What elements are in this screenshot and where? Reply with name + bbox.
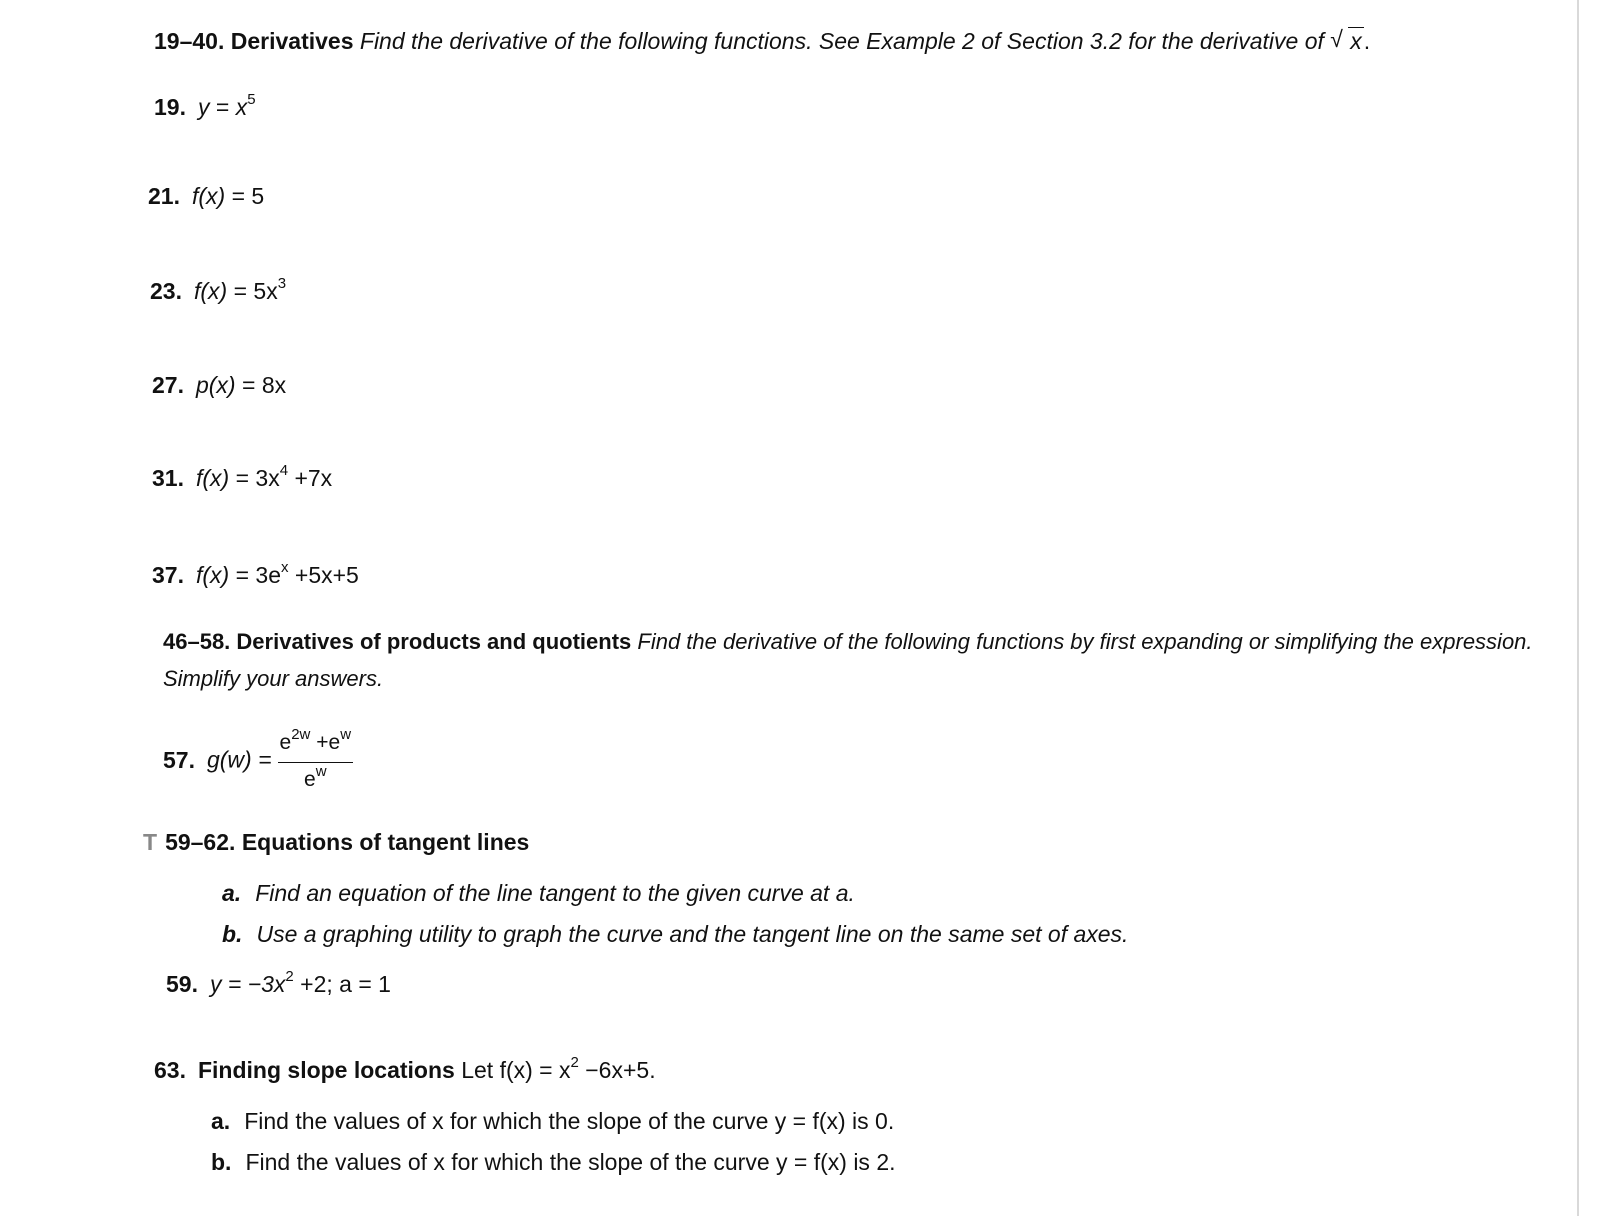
tangent-item-b: b. Use a graphing utility to graph the curve and the tangent line on the same set of axes. [222,921,1129,947]
section-derivatives-header: 19–40. Derivatives Find the derivative of the following functions. See Example 2 of Section 3.2 for the derivative of √ x. [154,26,1371,54]
section-products-quotients-header [163,627,1533,657]
problem-19: 19. $y = x^5$ [154,91,256,120]
problem-number: 27. [152,372,184,398]
problem-number: 19. [154,94,186,120]
problem-number: 21. [148,183,180,209]
problem-23: 23. $f(x) = 5x^3$ [150,275,287,304]
section-range: 46–58. [163,629,231,654]
page-edge-divider [1577,0,1579,1216]
technology-marker: T [143,829,158,855]
fraction [278,728,354,795]
problem-number: 59. [166,971,198,997]
sqrt-expression: √ x [1330,26,1362,54]
fraction-numerator: $e^{2w} +e^w$ [278,728,354,763]
problem-37: 37. $f(x) = 3e^x +5x+5$ [152,559,359,588]
section-range: 19–40. [154,28,225,54]
sqrt-icon: √ [1330,26,1343,52]
problem-63: 63. Finding slope locations Let $f(x) = x^2 -6x+5$. [154,1054,656,1083]
section-range: 59–62. [165,829,236,855]
section-tangent-lines-header [143,827,529,857]
section-instruction: Find the derivative of the following functions by first expanding or simplifying the expression. [637,629,1533,654]
slope-item-a: a. Find the values of x for which the slope of the curve y = f(x) is 0. [211,1108,895,1134]
section-instruction-continued: Simplify your answers. [163,666,384,691]
problem-number: 63. [154,1057,186,1083]
problem-31: 31. $f(x) = 3x^4 +7x$ [152,462,333,491]
section-title: Equations of tangent lines [241,829,530,855]
problem-57: 57. g(w) = $\frac{e^{2w} +e^w}{e^w}$ [163,728,353,795]
problem-number: 31. [152,465,184,491]
slope-item-b: b. Find the values of x for which the slope of the curve y = f(x) is 2. [211,1149,896,1175]
problem-27: 27. p(x) = 8x [152,372,287,398]
tangent-item-a: a. Find an equation of the line tangent to the given curve at a. [222,880,855,906]
problem-21: 21. f(x) = 5 [148,183,265,209]
section-instruction: Find the derivative of the following functions. See Example 2 of Section 3.2 for the derivative of [359,28,1324,54]
problem-title: Finding slope locations [197,1057,455,1083]
problem-59: 59. $y = -3x^2 +2$; a = 1 [166,968,391,997]
fraction-denominator: $e^w$ [304,763,327,791]
section-title: Derivatives of products and quotients [236,629,632,654]
problem-number: 37. [152,562,184,588]
section-title: Derivatives [230,28,354,54]
problem-number: 57. [163,746,195,773]
problem-number: 23. [150,278,182,304]
